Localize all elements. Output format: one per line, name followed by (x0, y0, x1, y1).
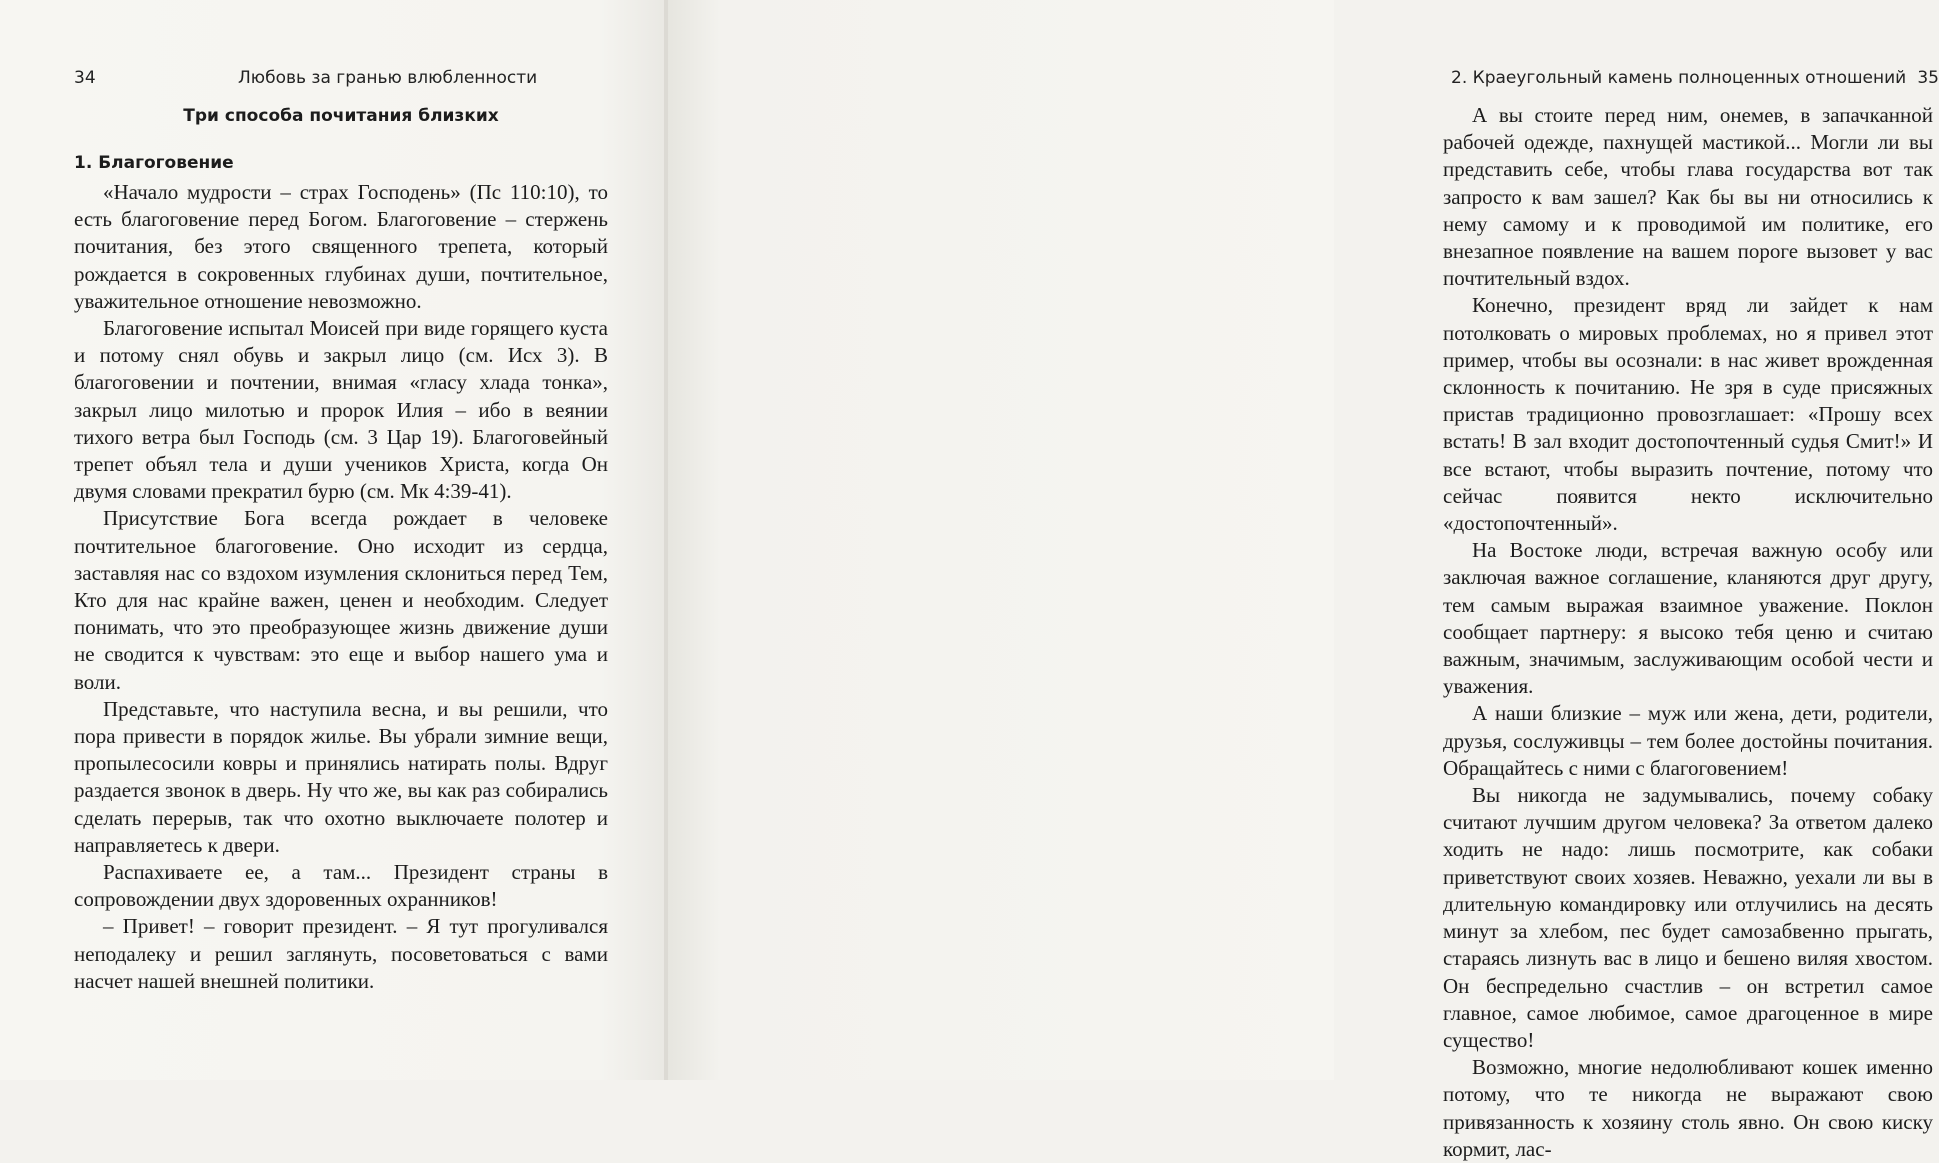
left-page (0, 0, 667, 1080)
paragraph: – Привет! – говорит президент. – Я тут прогуливался неподалеку и решил заглянуть, посоветоваться с вами насчет нашей внешней политики. (74, 914, 608, 993)
right-running-head (1451, 68, 1939, 94)
paragraph: Представьте, что наступила весна, и вы решили, что пора привести в порядок жилье. Вы убрали зимние вещи, пропылесосили ковры и принялись натирать полы. Вдруг раздается звонок в дверь. Ну что же, вы как раз собирались сделать перерыв, так что охотно выключаете полотер и направляетесь к двери. (74, 696, 608, 857)
left-running-head (74, 68, 608, 94)
paragraph: Распахиваете ее, а там... Президент страны в сопровождении двух здоровенных охранников! (74, 860, 608, 912)
paragraph: Возможно, многие недолюбливают кошек именно потому, что те никогда не выражают свою привязанность к хозяину столь явно. Он свою киску кормит, лас- (1443, 1055, 1933, 1161)
paragraph: На Востоке люди, встречая важную особу или заключая важное соглашение, кланяются друг другу, тем самым выражая взаимное уважение. Поклон сообщает партнеру: я высоко тебя ценю и считаю важным, значимым, заслуживающим особой чести и уважения. (1443, 538, 1933, 699)
right-page-number: 35 (1917, 68, 1939, 88)
paragraph: Присутствие Бога всегда рождает в человеке почтительное благоговение. Оно исходит из сердца, заставляя нас со вздохом изумления склониться перед Тем, Кто для нас крайне важен, ценен и необходим. Следует понимать, что это преобразующее жизнь движение души не сводится к чувствам: это еще и выбор нашего ума и воли. (74, 506, 608, 694)
paragraph: «Начало мудрости – страх Господень» (Пс 110:10), то есть благоговение перед Богом. Благоговение – стержень почитания, без этого священного трепета, который рождается в сокровенных глубинах души, почтительное, уважительное отношение невозможно. (74, 180, 608, 313)
paragraph: Благоговение испытал Моисей при виде горящего куста и потому снял обувь и закрыл лицо (см. Исх 3). В благоговении и почтении, внимая «гласу хлада тонка», закрыл лицо милотью и пророк Илия – ибо в веянии тихого ветра был Господь (см. 3 Цар 19). Благоговейный трепет объял тела и души учеников Христа, когда Он двумя словами прекратил бурю (см. Мк 4:39-41). (74, 316, 608, 504)
left-text-column (74, 102, 608, 995)
section-title: Три способа почитания близких (183, 106, 499, 126)
right-running-title: 2. Краеугольный камень полноценных отношений (1451, 68, 1907, 88)
paragraph: Вы никогда не задумывались, почему собаку считают лучшим другом человека? За ответом далеко ходить не надо: лишь посмотрите, как собаки приветствуют своих хозяев. Неважно, уехали ли вы в длительную командировку или отлучились на десять минут за хлебом, пес будет самозабвенно прыгать, стараясь лизнуть вас в лицо и бешено виляя хвостом. Он беспредельно счастлив – он встретил самое главное, самое любимое, самое драгоценное в мире существо! (1443, 783, 1933, 1052)
paragraph: А наши близкие – муж или жена, дети, родители, друзья, сослуживцы – тем более достойны почитания. Обращайтесь с ними с благоговением! (1443, 701, 1933, 780)
left-page-number: 34 (74, 68, 96, 88)
subsection-title: 1. Благоговение (74, 153, 234, 173)
book-gutter (664, 0, 668, 1080)
right-text-column (1443, 102, 1933, 1163)
left-running-title: Любовь за гранью влюбленности (238, 68, 538, 88)
paragraph: Конечно, президент вряд ли зайдет к нам потолковать о мировых проблемах, но я привел этот пример, чтобы вы осознали: в нас живет врожденная склонность к почитанию. Не зря в суде присяжных пристав традиционно провозглашает: «Прошу всех встать! В зал входит достопочтенный судья Смит!» И все встают, чтобы выразить почтение, потому что сейчас появится некто исключительно «достопочтенный». (1443, 293, 1933, 536)
paragraph: А вы стоите перед ним, онемев, в запачканной рабочей одежде, пахнущей мастикой... Могли ли вы представить себе, чтобы глава государства вот так запросто к вам зашел? Как бы вы ни относились к нему самому и к проводимой им политике, его внезапное появление на вашем пороге вызовет у вас почтительный вздох. (1443, 103, 1933, 291)
right-page (667, 0, 1939, 1161)
